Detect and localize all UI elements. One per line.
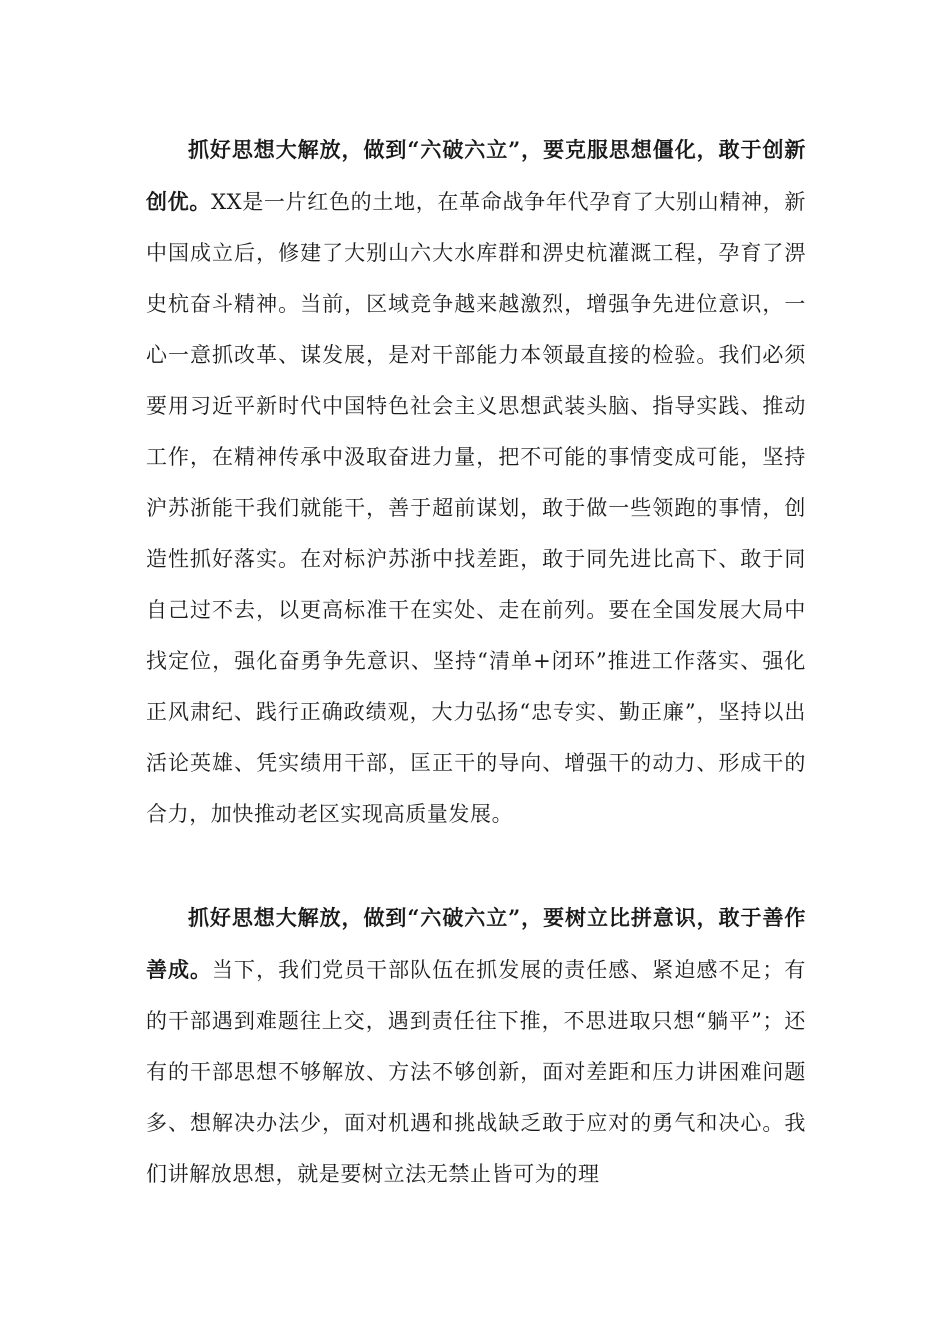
document-page bbox=[146, 124, 806, 1200]
paragraph-2 bbox=[146, 892, 806, 1200]
paragraph-1-lead: 抓好思想大解放，做到“六破六立”，要克服思想僵化，敢于创新创优。 bbox=[146, 137, 806, 214]
paragraph-2-body: 当下，我们党员干部队伍在抓发展的责任感、紧迫感不足；有的干部遇到难题往上交，遇到责任往下推，不思进取只想“躺平”；还有的干部思想不够解放、方法不够创新，面对差距和压力讲困难问题多、想解决办法少，面对机遇和挑战缺乏敢于应对的勇气和决心。我们讲解放思想，就是要树立法无禁止皆可为的理 bbox=[146, 958, 806, 1186]
paragraph-1 bbox=[146, 124, 806, 840]
paragraph-1-body: XX是一片红色的土地，在革命战争年代孕育了大别山精神，新中国成立后，修建了大别山六大水库群和淠史杭灌溉工程，孕育了淠史杭奋斗精神。当前，区域竞争越来越激烈，增强争先进位意识，一心一意抓改革、谋发展，是对干部能力本领最直接的检验。我们必须要用习近平新时代中国特色社会主义思想武装头脑、指导实践、推动工作，在精神传承中汲取奋进力量，把不可能的事情变成可能，坚持沪苏浙能干我们就能干，善于超前谋划，敢于做一些领跑的事情，创造性抓好落实。在对标沪苏浙中找差距，敢于同先进比高下、敢于同自己过不去，以更高标准干在实处、走在前列。要在全国发展大局中找定位，强化奋勇争先意识、坚持“清单+闭环”推进工作落实、强化正风肃纪、践行正确政绩观，大力弘扬“忠专实、勤正廉”，坚持以出活论英雄、凭实绩用干部，匡正干的导向、增强干的动力、形成干的合力，加快推动老区实现高质量发展。 bbox=[146, 190, 806, 826]
paragraph-2-lead: 抓好思想大解放，做到“六破六立”，要树立比拼意识，敢于善作善成。 bbox=[146, 905, 806, 982]
